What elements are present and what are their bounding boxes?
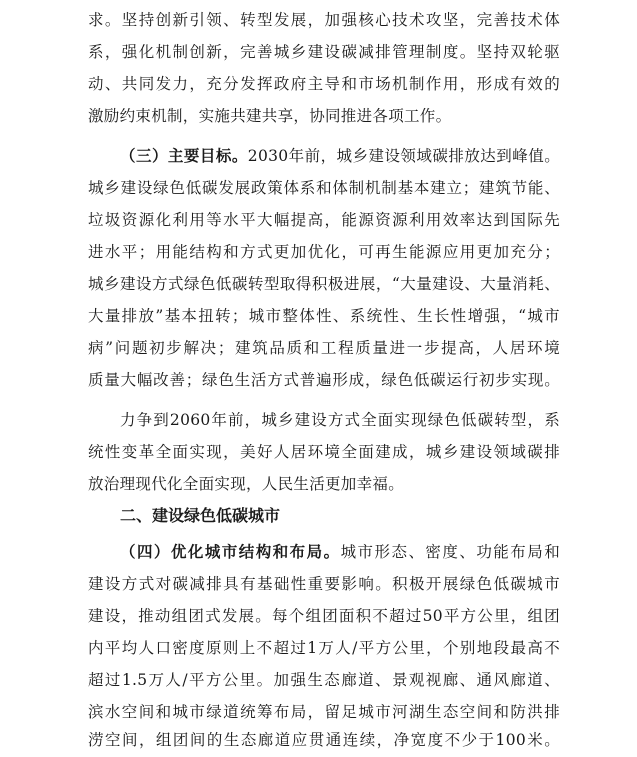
paragraph-line: 系，强化机制创新，完善城乡建设碳减排管理制度。坚持双轮驱 [88,43,560,61]
paragraph-line: 质量大幅改善；绿色生活方式普遍形成，绿色低碳运行初步实现。 [88,371,560,389]
paragraph-line: 动、共同发力，充分发挥政府主导和市场机制作用，形成有效的 [88,75,560,93]
paragraph-lead: （三）主要目标。 [120,146,248,165]
paragraph-line: 滨水空间和城市绿道统筹布局，留足城市河湖生态空间和防洪排 [88,703,560,721]
section-heading: 二、建设绿色低碳城市 [120,506,281,525]
paragraph-line: 超过1.5万人/平方公里。加强生态廊道、景观视廊、通风廊道、 [88,671,560,689]
paragraph-line: 建设，推动组团式发展。每个组团面积不超过50平方公里，组团 [88,607,560,625]
paragraph-line: 激励约束机制，实施共建共享，协同推进各项工作。 [88,107,452,125]
paragraph-first-line [120,140,560,172]
paragraph-line: 建设方式对碳减排具有基础性重要影响。积极开展绿色低碳城市 [88,575,560,593]
paragraph-line: 统性变革全面实现，美好人居环境全面建成，城乡建设领域碳排 [88,443,560,461]
paragraph-line: 内平均人口密度原则上不超过1万人/平方公里，个别地段最高不 [88,639,560,657]
paragraph-line: 大量排放”基本扭转；城市整体性、系统性、生长性增强，“城市 [88,307,560,325]
paragraph-line: 病”问题初步解决；建筑品质和工程质量进一步提高，人居环境 [88,339,560,357]
paragraph-line: 垃圾资源化利用等水平大幅提高，能源资源利用效率达到国际先 [88,211,560,229]
paragraph-lead: （四）优化城市结构和布局。 [120,542,341,561]
paragraph-text: 2030年前，城乡建设领域碳排放达到峰值。 [247,147,560,165]
paragraph-line: 进水平；用能结构和方式更加优化，可再生能源应用更加充分； [88,243,560,261]
paragraph-line: 放治理现代化全面实现，人民生活更加幸福。 [88,475,405,493]
paragraph-line: 城乡建设方式绿色低碳转型取得积极进展，“大量建设、大量消耗、 [88,275,560,293]
paragraph-line: 城乡建设绿色低碳发展政策体系和体制机制基本建立；建筑节能、 [88,179,560,197]
paragraph-first-line: 力争到2060年前，城乡建设方式全面实现绿色低碳转型，系 [120,411,560,429]
paragraph-text: 城市形态、密度、功能布局和 [340,543,561,561]
paragraph-line: 求。坚持创新引领、转型发展，加强核心技术攻坚，完善技术体 [88,11,560,29]
paragraph-first-line [120,536,560,568]
paragraph-line: 涝空间，组团间的生态廊道应贯通连续，净宽度不少于100米。 [88,731,560,749]
